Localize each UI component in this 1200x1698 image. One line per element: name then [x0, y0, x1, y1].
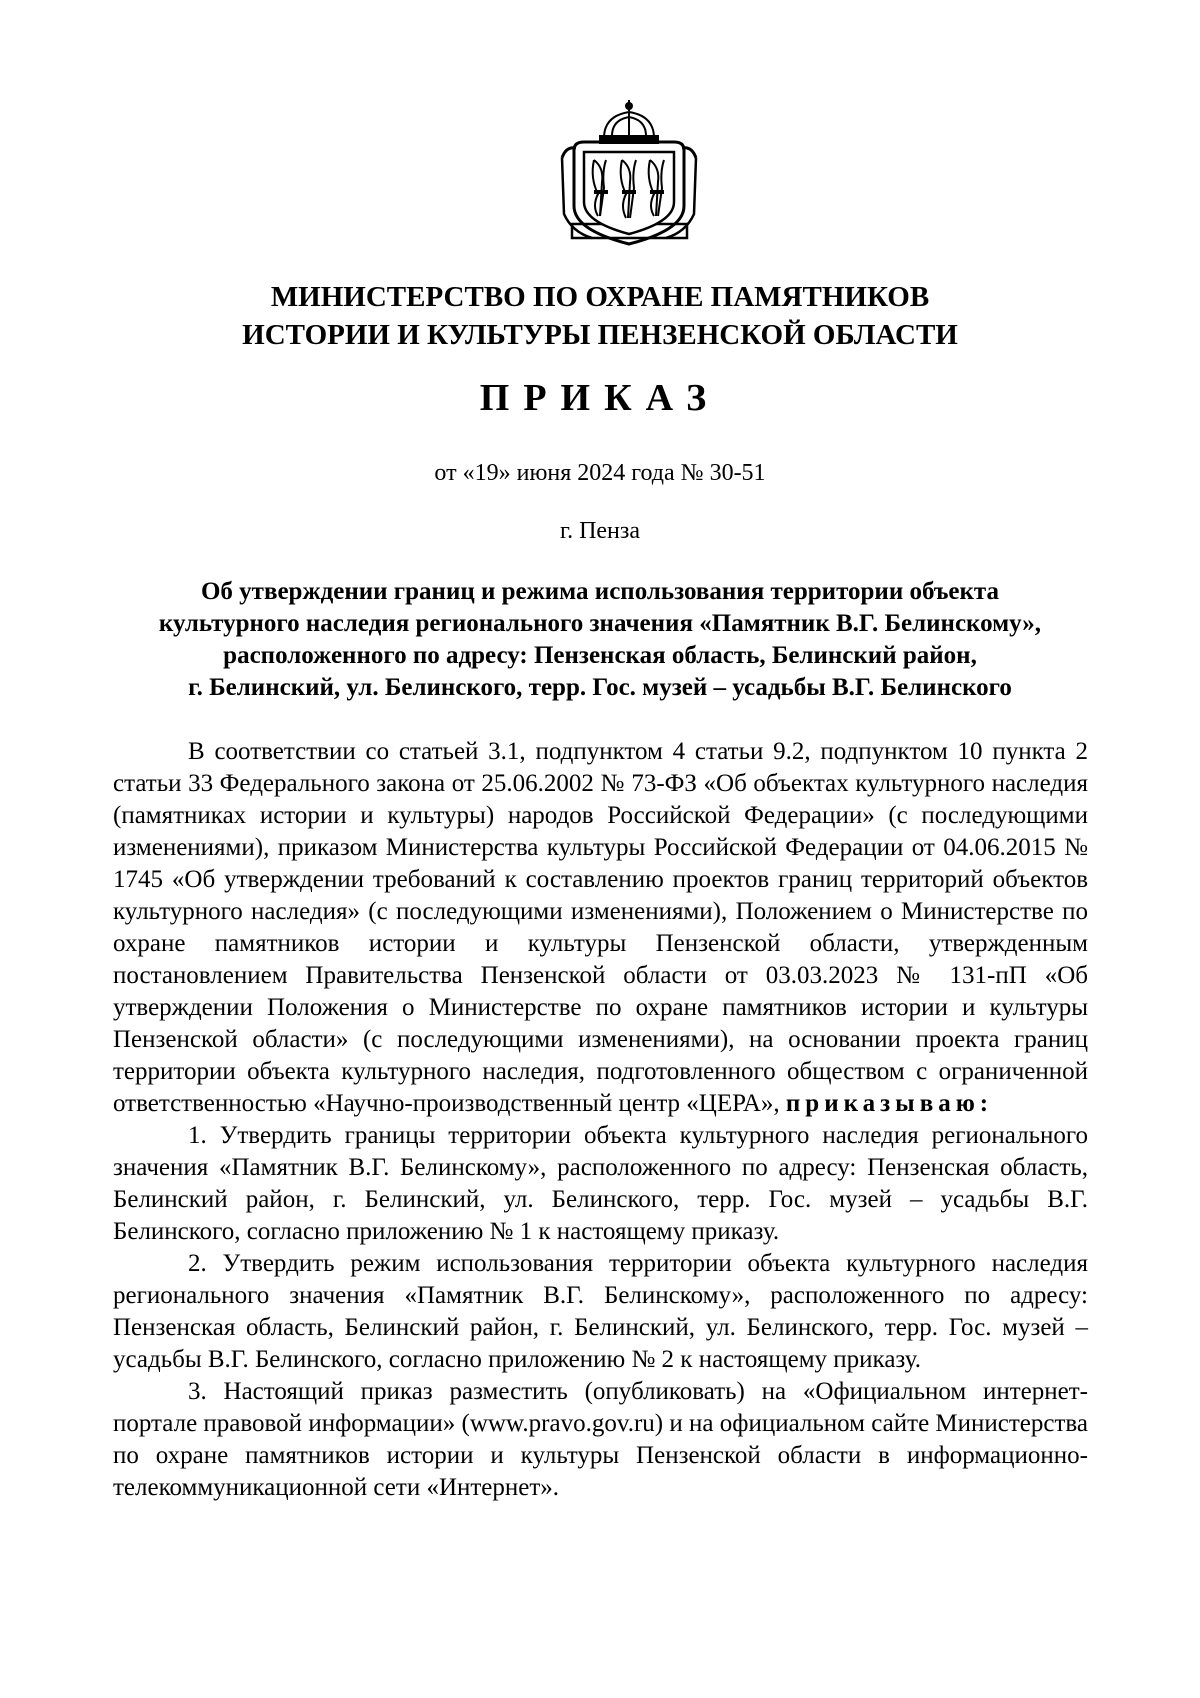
preamble-paragraph — [113, 736, 1088, 1120]
order-city: г. Пенза — [559, 518, 641, 544]
order-item-3: 3. Настоящий приказ разместить (опубликовать) на «Официальном интернет-портале правовой информации» (www.pravo.gov.ru) и на официальном сайте Министерства по охране памятников истории и культуры Пензенской области в информационно-телекоммуникационной сети «Интернет». — [113, 1378, 1088, 1501]
order-item-1: 1. Утвердить границы территории объекта культурного наследия регионального значения «Памятник В.Г. Белинскому», расположенного по адресу: Пензенская область, Белинский район, г. Белинский, ул. Белинского, терр. Гос. музей – усадьбы В.Г. Белинского, согласно приложению № 1 к настоящему приказу. — [113, 1122, 1088, 1245]
order-title-line-3: расположенного по адресу: Пензенская область, Белинский район, — [223, 642, 977, 669]
order-title-line-4: г. Белинский, ул. Белинского, терр. Гос. музей – усадьбы В.Г. Белинского — [188, 674, 1012, 701]
ministry-name-line-1: МИНИСТЕРСТВО ПО ОХРАНЕ ПАМЯТНИКОВ — [270, 281, 930, 313]
document-type-heading: ПРИКАЗ — [479, 377, 721, 419]
preamble-text: В соответствии со статьей 3.1, подпунктом 4 статьи 9.2, подпунктом 10 пункта 2 статьи 33 Федерального закона от 25.06.2002 № 73-ФЗ «Об объектах культурного наследия (памятниках истории и культуры) народов Российской Федерации» (с последующими изменениями), приказом Министерства культуры Российской Федерации от 04.06.2015 № 1745 «Об утверждении требований к составлению проектов границ территорий объектов культурного наследия» (с последующими изменениями), Положением о Министерстве по охране памятников истории и культуры Пензенской области, утвержденным постановлением Правительства Пензенской области от 03.03.2023 № 131-пП «Об утверждении Положения о Министерстве по охране памятников истории и культуры Пензенской области» (с последующими изменениями), на основании проекта границ территории объекта культурного наследия, подготовленного обществом с ограниченной ответственностью «Научно-производственный центр «ЦЕРА», — [113, 738, 1088, 1117]
orders-word: приказываю: — [785, 1090, 994, 1117]
order-date-number: от «19» июня 2024 года № 30-51 — [434, 460, 766, 486]
coat-of-arms-emblem — [552, 98, 707, 248]
coat-of-arms-icon — [552, 98, 707, 248]
order-title-line-1: Об утверждении границ и режима использования территории объекта — [200, 578, 1000, 605]
ministry-name-line-2: ИСТОРИИ И КУЛЬТУРЫ ПЕНЗЕНСКОЙ ОБЛАСТИ — [242, 319, 958, 351]
order-title-line-2: культурного наследия регионального значения «Памятник В.Г. Белинскому», — [158, 610, 1042, 637]
order-body — [113, 736, 1088, 1504]
order-title — [120, 576, 1080, 704]
ministry-name — [120, 278, 1080, 354]
order-item-2: 2. Утвердить режим использования территории объекта культурного наследия регионального значения «Памятник В.Г. Белинскому», расположенного по адресу: Пензенская область, Белинский район, г. Белинский, ул. Белинского, терр. Гос. музей – усадьбы В.Г. Белинского, согласно приложению № 2 к настоящему приказу. — [113, 1250, 1088, 1373]
